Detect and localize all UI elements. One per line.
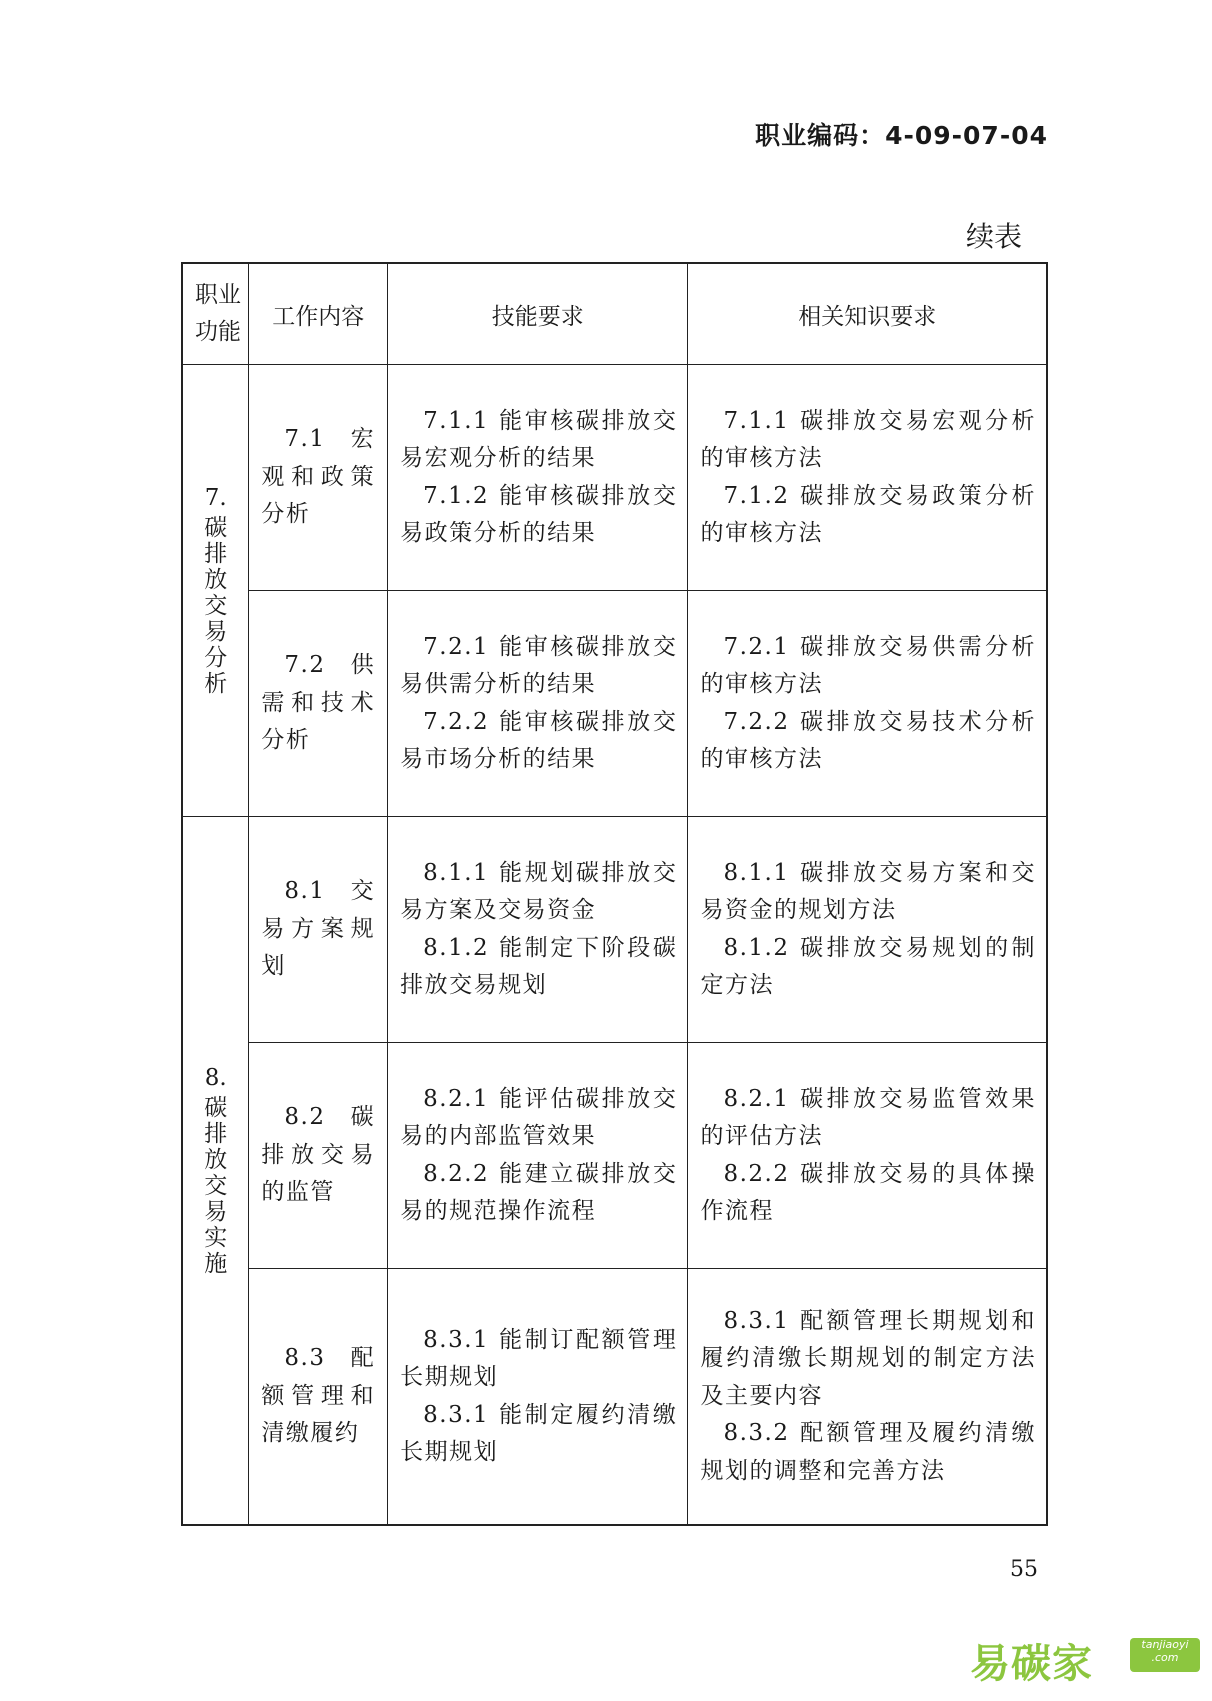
knowledge-item: 8.1.1 碳排放交易方案和交易资金的规划方法 [700,859,1036,923]
skill-item: 8.1.1 能规划碳排放交易方案及交易资金 [400,859,678,923]
knowledge-cell [688,1043,1047,1269]
knowledge-item: 7.2.1 碳排放交易供需分析的审核方法 [700,633,1036,697]
skill-cell [388,1269,688,1526]
skills-table [181,262,1048,1526]
skill-item: 8.2.1 能评估碳排放交易的内部监管效果 [400,1085,678,1149]
skill-cell [388,1043,688,1269]
table-row [182,1269,1047,1526]
skill-cell [388,591,688,817]
function-cell-8 [182,817,249,1526]
skill-item: 7.2.2 能审核碳排放交易市场分析的结果 [400,708,678,772]
content-cell [249,817,388,1043]
skill-item: 7.1.2 能审核碳排放交易政策分析的结果 [400,482,678,546]
skill-item: 7.1.1 能审核碳排放交易宏观分析的结果 [400,407,678,471]
knowledge-item: 8.1.2 碳排放交易规划的制定方法 [700,934,1036,998]
skill-item: 7.2.1 能审核碳排放交易供需分析的结果 [400,633,678,697]
function-cell-7 [182,365,249,817]
function-text: 碳排放交易分析 [204,514,228,697]
knowledge-cell [688,365,1047,591]
table-header-row [182,263,1047,365]
content-text: 8.1 交易方案规划 [261,878,376,980]
header-function: 职业功能 [182,263,249,365]
header-knowledge: 相关知识要求 [688,263,1047,365]
knowledge-cell [688,1269,1047,1526]
header-content: 工作内容 [249,263,388,365]
occupation-code: 职业编码：4-09-07-04 [755,121,1048,150]
skill-item: 8.3.1 能制定履约清缴长期规划 [400,1401,678,1465]
header-skill: 技能要求 [388,263,688,365]
content-cell [249,365,388,591]
knowledge-item: 8.3.2 配额管理及履约清缴规划的调整和完善方法 [700,1420,1036,1484]
content-text: 7.2 供需和技术分析 [261,652,376,754]
content-text: 8.2 碳排放交易的监管 [261,1104,376,1206]
table-row [182,591,1047,817]
content-text: 8.3 配额管理和清缴履约 [261,1345,376,1447]
continued-label: 续表 [965,220,1022,253]
watermark-domain-line1: tanjiaoyi [1141,1638,1189,1651]
knowledge-item: 7.1.1 碳排放交易宏观分析的审核方法 [700,407,1036,471]
content-cell [249,1043,388,1269]
skill-cell [388,817,688,1043]
page-number: 55 [1010,1557,1038,1582]
skill-item: 8.3.1 能制订配额管理长期规划 [400,1326,678,1390]
content-text: 7.1 宏观和政策分析 [261,426,376,528]
knowledge-item: 7.2.2 碳排放交易技术分析的审核方法 [700,708,1036,772]
knowledge-cell [688,591,1047,817]
table-row [182,817,1047,1043]
knowledge-item: 8.2.2 碳排放交易的具体操作流程 [700,1160,1036,1224]
knowledge-item: 8.2.1 碳排放交易监管效果的评估方法 [700,1085,1036,1149]
knowledge-item: 8.3.1 配额管理长期规划和履约清缴长期规划的制定方法及主要内容 [700,1307,1036,1409]
knowledge-cell [688,817,1047,1043]
skill-item: 8.1.2 能制定下阶段碳排放交易规划 [400,934,678,998]
function-text: 碳排放交易实施 [204,1094,228,1277]
content-cell [249,1269,388,1526]
watermark-badge [1130,1638,1200,1672]
content-cell [249,591,388,817]
function-number: 8. [204,1064,227,1091]
watermark-domain-line2: .com [1151,1651,1179,1664]
table-row [182,365,1047,591]
table-row [182,1043,1047,1269]
function-number: 7. [204,484,227,511]
skill-cell [388,365,688,591]
skill-item: 8.2.2 能建立碳排放交易的规范操作流程 [400,1160,678,1224]
watermark-brand: 易碳家 [970,1641,1093,1687]
knowledge-item: 7.1.2 碳排放交易政策分析的审核方法 [700,482,1036,546]
watermark-logo [970,1632,1200,1687]
